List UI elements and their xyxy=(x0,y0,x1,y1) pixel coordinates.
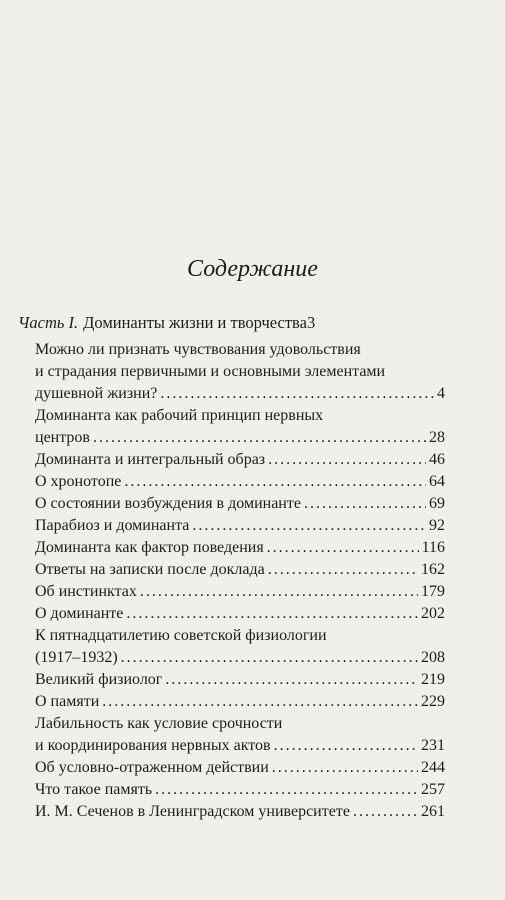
page-number: 244 xyxy=(421,759,445,776)
entry-title: О доминанте xyxy=(35,605,124,622)
page-number: 64 xyxy=(429,473,445,490)
page-number: 179 xyxy=(421,583,445,600)
entry-title: Об условно-отраженном действии xyxy=(35,759,269,776)
toc-entry-line xyxy=(35,537,445,559)
page-number: 3 xyxy=(306,313,316,332)
leader-dots xyxy=(267,537,419,559)
toc-entry-line xyxy=(35,427,445,449)
leader-dots xyxy=(353,801,418,823)
toc-entry xyxy=(35,801,445,823)
page-number: 116 xyxy=(421,539,445,556)
leader-dots xyxy=(268,559,418,581)
toc-entry xyxy=(35,779,445,801)
toc-entry xyxy=(35,559,445,581)
entry-title: центров xyxy=(35,429,90,446)
entry-title: Доминанта как фактор поведения xyxy=(35,539,264,556)
leader-dots xyxy=(268,449,426,471)
toc-entry xyxy=(35,537,445,559)
toc-part-heading xyxy=(18,312,445,334)
leader-dots xyxy=(124,471,426,493)
toc-entry-line: Доминанта как рабочий принцип нервных xyxy=(35,407,324,424)
leader-dots xyxy=(304,493,426,515)
toc-entry-line xyxy=(35,647,445,669)
toc-entry-line xyxy=(35,493,445,515)
entry-title: О состоянии возбуждения в доминанте xyxy=(35,495,301,512)
leader-dots xyxy=(140,581,418,603)
leader-dots xyxy=(192,515,426,537)
toc-entry-line xyxy=(35,603,445,625)
toc-entry xyxy=(35,603,445,625)
toc-entry xyxy=(35,405,445,449)
toc-entry-line: Лабильность как условие срочности xyxy=(35,715,283,732)
leader-dots xyxy=(102,691,418,713)
toc-entry xyxy=(35,449,445,471)
toc-entry-line xyxy=(35,691,445,713)
leader-dots xyxy=(274,735,418,757)
toc-entry-line xyxy=(35,669,445,691)
toc-entry-line xyxy=(35,449,445,471)
toc-entry xyxy=(35,515,445,537)
page-number: 92 xyxy=(429,517,445,534)
toc-entry-line xyxy=(35,779,445,801)
leader-dots xyxy=(126,603,418,625)
entry-title: Ответы на записки после доклада xyxy=(35,561,265,578)
leader-dots xyxy=(160,383,434,405)
toc-entry xyxy=(35,669,445,691)
entry-title: О хронотопе xyxy=(35,473,122,490)
toc-entry-line: Можно ли признать чувствования удовольствия xyxy=(35,341,361,358)
leader-dots xyxy=(272,757,418,779)
leader-dots xyxy=(93,427,426,449)
page-number: 257 xyxy=(421,781,445,798)
toc-entry xyxy=(35,493,445,515)
entry-title: Что такое память xyxy=(35,781,153,798)
toc-entry xyxy=(35,691,445,713)
toc-entries xyxy=(35,339,445,823)
entry-title: (1917–1932) xyxy=(35,649,118,666)
page-number: 46 xyxy=(429,451,445,468)
toc-entry-line xyxy=(35,383,445,405)
page-number: 28 xyxy=(429,429,445,446)
toc-entry xyxy=(35,713,445,757)
leader-dots xyxy=(121,647,418,669)
entry-title: Парабиоз и доминанта xyxy=(35,517,190,534)
page-title: Содержание xyxy=(187,256,318,282)
page-number: 4 xyxy=(437,385,445,402)
page-number: 208 xyxy=(421,649,445,666)
toc-entry-line xyxy=(35,581,445,603)
entry-title: О памяти xyxy=(35,693,100,710)
part-label: Часть I. xyxy=(18,313,79,332)
toc-entry xyxy=(35,625,445,669)
toc-entry-line: К пятнадцатилетию советской физиологии xyxy=(35,627,327,644)
page-number: 219 xyxy=(421,671,445,688)
entry-title: Доминанта и интегральный образ xyxy=(35,451,266,468)
page-number: 231 xyxy=(421,737,445,754)
toc-entry-line xyxy=(35,801,445,823)
entry-title: душевной жизни? xyxy=(35,385,158,402)
page-number: 202 xyxy=(421,605,445,622)
leader-dots xyxy=(155,779,418,801)
toc-entry xyxy=(35,581,445,603)
page-number: 69 xyxy=(429,495,445,512)
leader-dots xyxy=(165,669,418,691)
toc-entry-line xyxy=(35,515,445,537)
entry-title: И. М. Сеченов в Ленинградском университете xyxy=(35,803,350,820)
toc-entry-line: и страдания первичными и основными элементами xyxy=(35,363,386,380)
page-number: 162 xyxy=(421,561,445,578)
entry-title: и координирования нервных актов xyxy=(35,737,271,754)
toc-entry xyxy=(35,757,445,779)
table-of-contents xyxy=(18,312,445,823)
toc-entry-line xyxy=(35,559,445,581)
page-number: 261 xyxy=(421,803,445,820)
entry-title: Об инстинктах xyxy=(35,583,137,600)
toc-entry xyxy=(35,339,445,405)
page-number: 229 xyxy=(421,693,445,710)
entry-title: Великий физиолог xyxy=(35,671,163,688)
toc-entry-line xyxy=(35,757,445,779)
part-name: Доминанты жизни и творчества xyxy=(83,313,307,332)
toc-entry-line xyxy=(35,471,445,493)
toc-entry-line xyxy=(35,735,445,757)
toc-entry xyxy=(35,471,445,493)
